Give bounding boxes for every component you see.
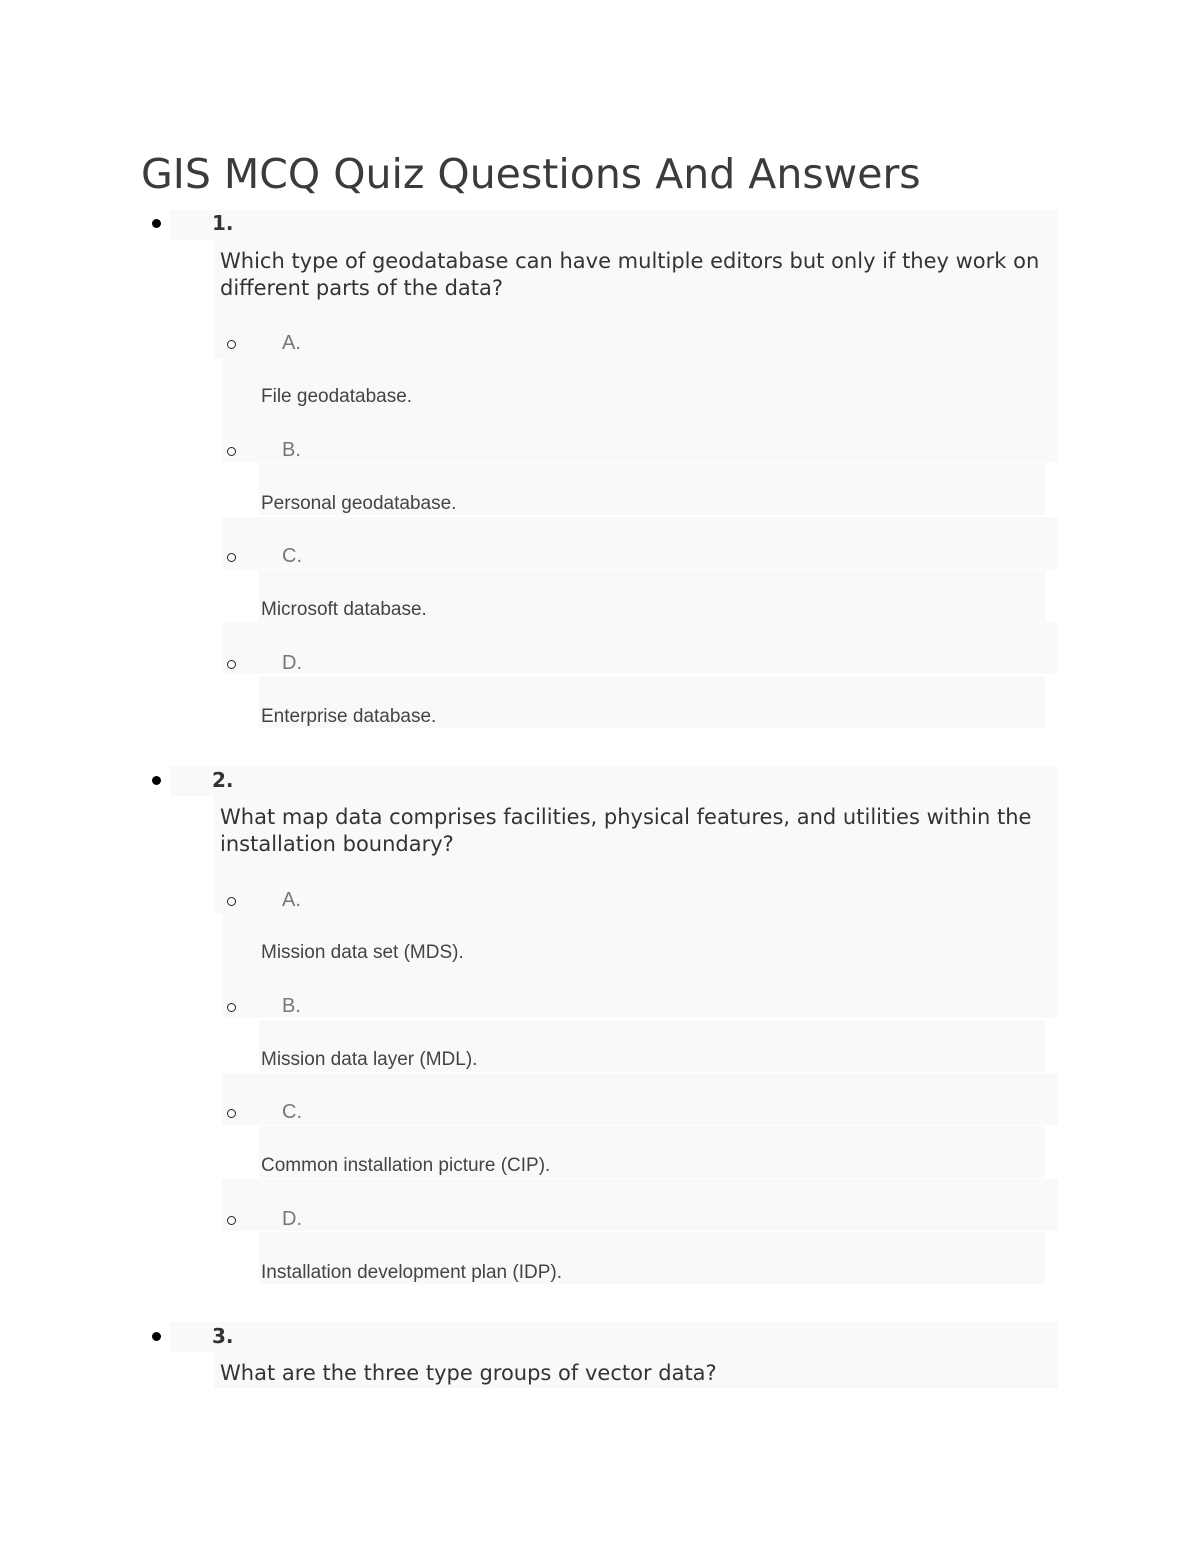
option-letter-band <box>222 966 1058 1018</box>
question-number: 3. <box>212 1324 234 1348</box>
option-text: Common installation picture (CIP). <box>261 1155 551 1176</box>
circle-bullet-icon <box>227 1003 236 1012</box>
option-letter: D. <box>282 1208 302 1230</box>
circle-bullet-icon <box>227 340 236 349</box>
option-text: Installation development plan (IDP). <box>261 1262 562 1283</box>
option-letter: C. <box>282 545 302 567</box>
option-letter: B. <box>282 439 301 461</box>
question-number-band <box>170 210 1058 240</box>
option-letter-band <box>222 517 1058 569</box>
page-title: GIS MCQ Quiz Questions And Answers <box>141 150 921 198</box>
option-letter-band <box>222 622 1058 674</box>
option-text: Personal geodatabase. <box>261 493 457 514</box>
option-letter: A. <box>282 332 301 354</box>
circle-bullet-icon <box>227 897 236 906</box>
bullet-icon <box>152 219 161 228</box>
bullet-icon <box>152 776 161 785</box>
circle-bullet-icon <box>227 660 236 669</box>
option-letter-band <box>222 410 1058 462</box>
option-letter-band <box>222 1179 1058 1231</box>
option-letter: B. <box>282 995 301 1017</box>
question-text: What map data comprises facilities, physical features, and utilities within the installation boundary? <box>220 805 1032 856</box>
option-text: Enterprise database. <box>261 706 437 727</box>
question-text: What are the three type groups of vector data? <box>220 1361 717 1385</box>
circle-bullet-icon <box>227 447 236 456</box>
question-number: 1. <box>212 211 234 235</box>
option-text: Mission data set (MDS). <box>261 942 464 963</box>
option-text: Microsoft database. <box>261 599 427 620</box>
question-number-band <box>170 1322 1058 1352</box>
option-letter: A. <box>282 889 301 911</box>
question-text: Which type of geodatabase can have multiple editors but only if they work on different parts of the data? <box>220 249 1040 300</box>
option-letter: C. <box>282 1101 302 1123</box>
option-text: Mission data layer (MDL). <box>261 1049 478 1070</box>
option-text: File geodatabase. <box>261 386 413 407</box>
circle-bullet-icon <box>227 1109 236 1118</box>
option-letter-band <box>222 1073 1058 1125</box>
circle-bullet-icon <box>227 553 236 562</box>
question-number: 2. <box>212 768 234 792</box>
option-letter: D. <box>282 652 302 674</box>
circle-bullet-icon <box>227 1216 236 1225</box>
bullet-icon <box>152 1332 161 1341</box>
question-number-band <box>170 766 1058 796</box>
